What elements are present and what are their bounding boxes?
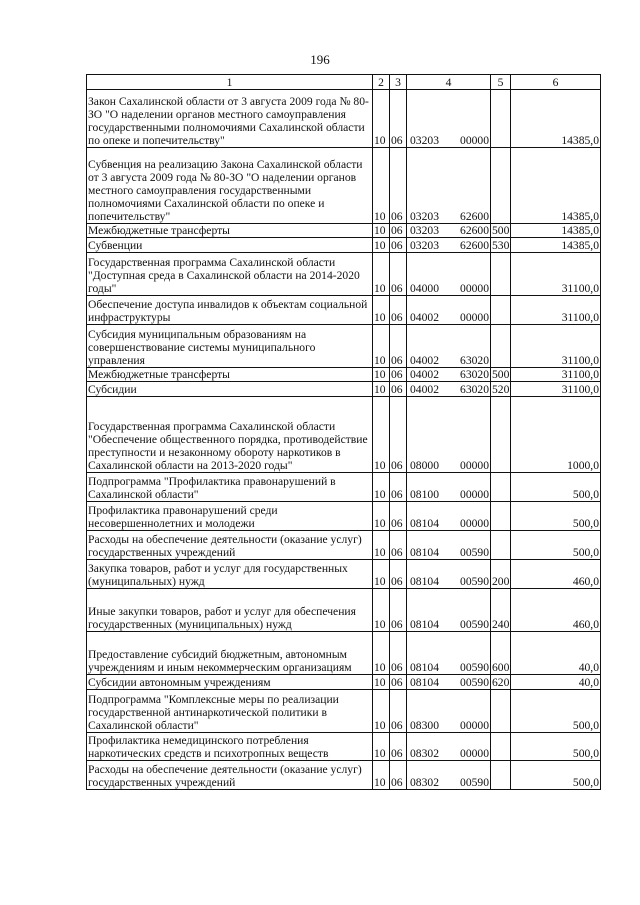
section-code-cell: 10	[373, 531, 390, 560]
expense-type-cell	[491, 531, 511, 560]
row-name-cell: Межбюджетные трансферты	[87, 224, 373, 238]
row-name-cell: Расходы на обеспечение деятельности (оказание услуг) государственных учреждений	[87, 761, 373, 790]
amount-cell: 40,0	[511, 632, 601, 675]
section-code-cell: 10	[373, 589, 390, 632]
expense-type-cell: 620	[492, 676, 510, 689]
row-name-cell: Закон Сахалинской области от 3 августа 2009 года № 80-ЗО "О наделении органов местного самоуправления государственными полномочиями Сахалинской области по опеке и попечительству"	[87, 90, 373, 148]
expense-type-cell	[491, 253, 511, 296]
section-code-cell: 10	[373, 325, 390, 368]
target-article-direction-code: 00590	[460, 618, 489, 631]
amount-cell: 14385,0	[511, 90, 601, 148]
amount-cell: 31100,0	[511, 382, 601, 397]
target-article-cell	[407, 632, 491, 675]
subsection-code-cell: 06	[390, 531, 407, 560]
table-row	[87, 473, 601, 502]
section-code-cell: 10	[373, 675, 390, 690]
target-article-cell	[407, 148, 491, 224]
section-code-cell: 10	[373, 253, 390, 296]
table-row	[87, 368, 601, 382]
row-name-cell: Субсидия муниципальным образованиям на совершенствование системы муниципального управления	[87, 325, 373, 368]
subsection-code-cell: 06	[390, 148, 407, 224]
expense-type-cell	[491, 397, 511, 473]
expense-type-cell	[491, 733, 511, 761]
expense-type-cell	[491, 502, 511, 531]
target-article-cell	[407, 589, 491, 632]
table-row	[87, 148, 601, 224]
table-row	[87, 690, 601, 733]
target-article-cell	[407, 253, 491, 296]
amount-cell: 31100,0	[511, 368, 601, 382]
target-article-direction-code: 00590	[460, 546, 489, 559]
target-article-direction-code: 00000	[460, 459, 489, 472]
section-code-cell: 10	[373, 502, 390, 531]
amount-cell: 500,0	[511, 531, 601, 560]
target-article-direction-code: 62600	[460, 210, 489, 223]
row-name-cell: Подпрограмма "Профилактика правонарушений в Сахалинской области"	[87, 473, 373, 502]
expense-type-cell	[491, 90, 511, 148]
target-article-cell	[407, 733, 491, 761]
section-code-cell: 10	[373, 238, 390, 253]
target-article-cell	[407, 761, 491, 790]
section-code-cell: 10	[373, 560, 390, 589]
table-row	[87, 761, 601, 790]
amount-cell: 14385,0	[511, 238, 601, 253]
table-body	[87, 90, 601, 790]
target-article-program-code: 03203	[410, 210, 439, 223]
section-code-cell: 10	[373, 690, 390, 733]
amount-cell: 1000,0	[511, 397, 601, 473]
target-article-program-code: 04002	[410, 383, 439, 396]
target-article-program-code: 08104	[410, 517, 439, 530]
table-row	[87, 397, 601, 473]
table-row	[87, 502, 601, 531]
table-row	[87, 560, 601, 589]
target-article-program-code: 08104	[410, 661, 439, 674]
page-number: 196	[310, 52, 330, 67]
target-article-cell	[407, 224, 491, 238]
amount-cell: 14385,0	[511, 224, 601, 238]
section-code-cell: 10	[373, 224, 390, 238]
section-code-cell: 10	[373, 397, 390, 473]
section-code-cell: 10	[373, 761, 390, 790]
amount-cell: 460,0	[511, 560, 601, 589]
table-row	[87, 632, 601, 675]
target-article-direction-code: 63020	[460, 383, 489, 396]
amount-cell: 31100,0	[511, 296, 601, 325]
target-article-direction-code: 00590	[460, 676, 489, 689]
target-article-direction-code: 00000	[460, 311, 489, 324]
subsection-code-cell: 06	[390, 632, 407, 675]
section-code-cell: 10	[373, 90, 390, 148]
subsection-code-cell: 06	[390, 382, 407, 397]
section-code-cell: 10	[373, 632, 390, 675]
table-row	[87, 253, 601, 296]
subsection-code-cell: 06	[390, 589, 407, 632]
target-article-cell	[407, 560, 491, 589]
subsection-code-cell: 06	[390, 296, 407, 325]
expense-type-cell	[491, 690, 511, 733]
target-article-direction-code: 00000	[460, 488, 489, 501]
target-article-direction-code: 00000	[460, 747, 489, 760]
column-header: 1	[87, 75, 373, 90]
expense-type-cell	[491, 296, 511, 325]
expense-type-cell: 600	[491, 632, 511, 675]
row-name-cell: Профилактика немедицинского потребления наркотических средств и психотропных веществ	[87, 733, 373, 761]
target-article-program-code: 08100	[410, 488, 439, 501]
subsection-code-cell: 06	[390, 238, 407, 253]
target-article-program-code: 04002	[410, 368, 439, 381]
row-name-cell: Подпрограмма "Комплексные меры по реализации государственной антинаркотической политики в Сахалинской области"	[87, 690, 373, 733]
expense-type-cell	[491, 325, 511, 368]
column-number-row	[87, 75, 601, 90]
section-code-cell: 10	[373, 368, 390, 382]
target-article-direction-code: 00000	[460, 719, 489, 732]
target-article-cell	[407, 397, 491, 473]
target-article-cell	[407, 531, 491, 560]
target-article-program-code: 08302	[410, 747, 439, 760]
target-article-direction-code: 00590	[460, 776, 489, 789]
expense-type-cell	[491, 148, 511, 224]
amount-cell: 500,0	[511, 690, 601, 733]
row-name-cell: Государственная программа Сахалинской области "Доступная среда в Сахалинской области на 2014-2020 годы"	[87, 253, 373, 296]
subsection-code-cell: 06	[390, 675, 407, 690]
expense-type-cell	[491, 761, 511, 790]
target-article-cell	[407, 238, 491, 253]
target-article-program-code: 08000	[410, 459, 439, 472]
table-row	[87, 382, 601, 397]
target-article-cell	[407, 382, 491, 397]
target-article-program-code: 03203	[410, 224, 439, 237]
budget-table	[86, 74, 601, 790]
target-article-cell	[407, 90, 491, 148]
subsection-code-cell: 06	[390, 690, 407, 733]
table-row	[87, 325, 601, 368]
target-article-direction-code: 62600	[460, 224, 489, 237]
amount-cell: 31100,0	[511, 253, 601, 296]
subsection-code-cell: 06	[390, 224, 407, 238]
table-row	[87, 531, 601, 560]
subsection-code-cell: 06	[390, 90, 407, 148]
target-article-direction-code: 00000	[460, 517, 489, 530]
expense-type-cell	[491, 473, 511, 502]
row-name-cell: Иные закупки товаров, работ и услуг для обеспечения государственных (муниципальных) нужд	[87, 589, 373, 632]
target-article-program-code: 08300	[410, 719, 439, 732]
target-article-direction-code: 62600	[460, 239, 489, 252]
section-code-cell: 10	[373, 733, 390, 761]
column-header: 2	[373, 75, 390, 90]
subsection-code-cell: 06	[390, 473, 407, 502]
table-row	[87, 675, 601, 690]
row-name-cell: Предоставление субсидий бюджетным, автономным учреждениям и иным некоммерческим организациям	[87, 632, 373, 675]
table-row	[87, 733, 601, 761]
subsection-code-cell: 06	[390, 368, 407, 382]
subsection-code-cell: 06	[390, 502, 407, 531]
target-article-cell	[407, 473, 491, 502]
subsection-code-cell: 06	[390, 253, 407, 296]
row-name-cell: Расходы на обеспечение деятельности (оказание услуг) государственных учреждений	[87, 531, 373, 560]
row-name-cell: Государственная программа Сахалинской области "Обеспечение общественного порядка, противодействие преступности и незаконному обороту наркотиков в Сахалинской области на 2013-2020 годы"	[87, 397, 373, 473]
section-code-cell: 10	[373, 296, 390, 325]
target-article-cell	[407, 368, 491, 382]
target-article-direction-code: 00590	[460, 661, 489, 674]
expense-type-cell: 520	[492, 383, 510, 396]
target-article-program-code: 08104	[410, 676, 439, 689]
target-article-direction-code: 00000	[460, 282, 489, 295]
target-article-direction-code: 00590	[460, 575, 489, 588]
section-code-cell: 10	[373, 148, 390, 224]
amount-cell: 460,0	[511, 589, 601, 632]
table-row	[87, 224, 601, 238]
target-article-program-code: 08104	[410, 575, 439, 588]
column-header: 4	[407, 75, 491, 90]
row-name-cell: Профилактика правонарушений среди несовершеннолетних и молодежи	[87, 502, 373, 531]
amount-cell: 14385,0	[511, 148, 601, 224]
target-article-program-code: 04002	[410, 311, 439, 324]
row-name-cell: Субвенции	[87, 238, 373, 253]
section-code-cell: 10	[373, 473, 390, 502]
expense-type-cell: 200	[491, 560, 511, 589]
amount-cell: 500,0	[511, 761, 601, 790]
row-name-cell: Субвенция на реализацию Закона Сахалинской области от 3 августа 2009 года № 80-ЗО "О наделении органов местного самоуправления государственными полномочиями Сахалинской области по опеке и попечительству"	[87, 148, 373, 224]
target-article-program-code: 03203	[410, 134, 439, 147]
row-name-cell: Субсидии	[87, 382, 373, 397]
row-name-cell: Закупка товаров, работ и услуг для государственных (муниципальных) нужд	[87, 560, 373, 589]
target-article-cell	[407, 296, 491, 325]
column-header: 3	[390, 75, 407, 90]
subsection-code-cell: 06	[390, 761, 407, 790]
target-article-program-code: 08302	[410, 776, 439, 789]
target-article-cell	[407, 675, 491, 690]
target-article-cell	[407, 325, 491, 368]
target-article-program-code: 08104	[410, 546, 439, 559]
subsection-code-cell: 06	[390, 325, 407, 368]
column-header: 5	[491, 75, 511, 90]
expense-type-cell: 500	[492, 224, 510, 237]
expense-type-cell: 240	[491, 589, 511, 632]
subsection-code-cell: 06	[390, 733, 407, 761]
table-row	[87, 238, 601, 253]
expense-type-cell: 530	[492, 239, 510, 252]
table-row	[87, 589, 601, 632]
amount-cell: 500,0	[511, 733, 601, 761]
target-article-cell	[407, 690, 491, 733]
row-name-cell: Межбюджетные трансферты	[87, 368, 373, 382]
amount-cell: 500,0	[511, 502, 601, 531]
target-article-program-code: 08104	[410, 618, 439, 631]
subsection-code-cell: 06	[390, 560, 407, 589]
row-name-cell: Обеспечение доступа инвалидов к объектам социальной инфраструктуры	[87, 296, 373, 325]
expense-type-cell: 500	[492, 368, 510, 381]
target-article-program-code: 03203	[410, 239, 439, 252]
target-article-direction-code: 63020	[460, 354, 489, 367]
amount-cell: 500,0	[511, 473, 601, 502]
subsection-code-cell: 06	[390, 397, 407, 473]
target-article-direction-code: 00000	[460, 134, 489, 147]
amount-cell: 40,0	[511, 675, 601, 690]
target-article-direction-code: 63020	[460, 368, 489, 381]
amount-cell: 31100,0	[511, 325, 601, 368]
row-name-cell: Субсидии автономным учреждениям	[87, 675, 373, 690]
target-article-program-code: 04000	[410, 282, 439, 295]
table-row	[87, 90, 601, 148]
target-article-program-code: 04002	[410, 354, 439, 367]
column-header: 6	[511, 75, 601, 90]
target-article-cell	[407, 502, 491, 531]
table-row	[87, 296, 601, 325]
section-code-cell: 10	[373, 382, 390, 397]
